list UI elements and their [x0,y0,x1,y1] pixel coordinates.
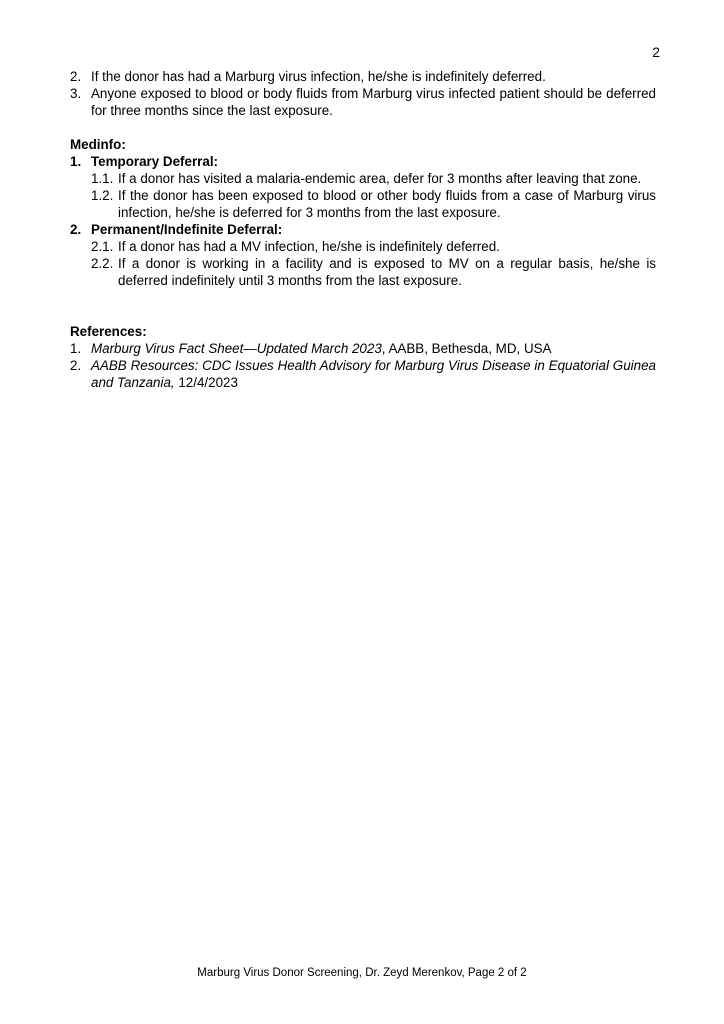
sub-text: If a donor has visited a malaria-endemic area, defer for 3 months after leaving that zone. [118,171,642,186]
sub-item [91,170,656,187]
section-number: 2. [70,222,82,237]
medinfo-heading: Medinfo: [70,137,126,152]
reference-title: Marburg Virus Fact Sheet—Updated March 2023 [91,341,382,356]
list-item [70,68,656,85]
list-number: 3. [70,86,82,101]
list-number: 2. [70,69,82,84]
reference-number: 1. [70,341,82,356]
references-heading: References: [70,324,147,339]
sub-item [91,255,656,289]
document-body [70,68,656,391]
sub-number: 2.1. [91,239,114,254]
reference-text [91,357,656,391]
sub-item [91,238,656,255]
reference-item [70,357,656,391]
sub-number: 1.2. [91,188,114,203]
reference-details: 12/4/2023 [174,375,238,390]
reference-text [91,340,656,357]
reference-title: AABB Resources: CDC Issues Health Advisory for Marburg Virus Disease in Equatorial Guinea and Tanzania, [91,358,656,390]
section-title: Temporary Deferral: [91,154,219,169]
sub-item [91,187,656,221]
list-text: If the donor has had a Marburg virus infection, he/she is indefinitely deferred. [91,69,546,84]
reference-item [70,340,656,357]
reference-number: 2. [70,358,82,373]
sub-text: If the donor has been exposed to blood or other body fluids from a case of Marburg virus infection, he/she is deferred for 3 months from the last exposure. [118,188,656,220]
sub-number: 2.2. [91,256,114,271]
sub-text: If a donor has had a MV infection, he/she is indefinitely deferred. [118,239,500,254]
page-number: 2 [652,44,660,60]
reference-details: , AABB, Bethesda, MD, USA [381,341,552,356]
section-heading [70,153,656,170]
section-heading [70,221,656,238]
page-footer: Marburg Virus Donor Screening, Dr. Zeyd Merenkov, Page 2 of 2 [197,967,527,979]
section-number: 1. [70,154,82,169]
section-title: Permanent/Indefinite Deferral: [91,222,283,237]
list-text: Anyone exposed to blood or body fluids from Marburg virus infected patient should be deferred for three months since the last exposure. [91,86,656,118]
sub-text: If a donor is working in a facility and is exposed to MV on a regular basis, he/she is deferred indefinitely until 3 months from the last exposure. [118,256,656,288]
sub-number: 1.1. [91,171,114,186]
list-item [70,85,656,119]
